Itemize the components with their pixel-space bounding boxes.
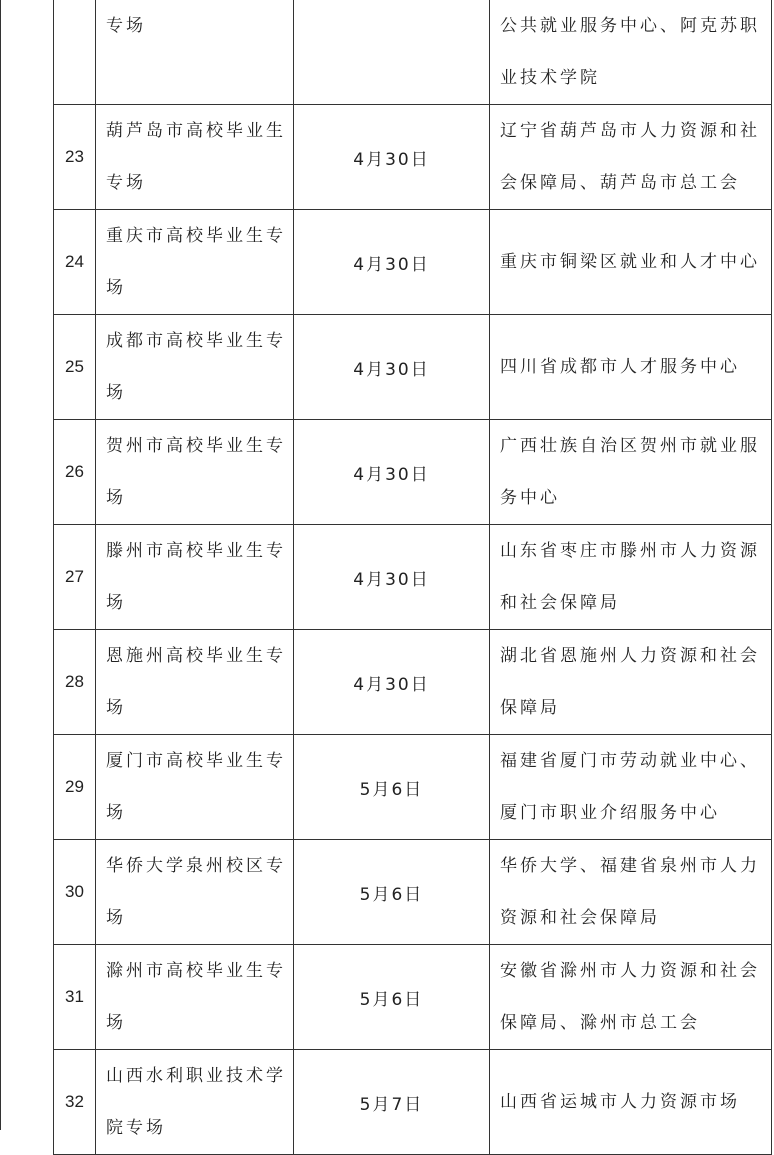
row-number: 27 (54, 525, 96, 630)
organizer: 重庆市铜梁区就业和人才中心 (490, 210, 772, 315)
fair-date (294, 0, 490, 105)
table-row (54, 1050, 772, 1155)
organizer: 辽宁省葫芦岛市人力资源和社会保障局、葫芦岛市总工会 (490, 105, 772, 210)
fair-name: 滁州市高校毕业生专场 (96, 945, 294, 1050)
fair-name: 重庆市高校毕业生专场 (96, 210, 294, 315)
fair-date: 5月6日 (294, 735, 490, 840)
fair-date: 4月30日 (294, 315, 490, 420)
organizer: 公共就业服务中心、阿克苏职业技术学院 (490, 0, 772, 105)
organizer: 安徽省滁州市人力资源和社会保障局、滁州市总工会 (490, 945, 772, 1050)
fair-name: 华侨大学泉州校区专场 (96, 840, 294, 945)
row-number: 28 (54, 630, 96, 735)
organizer: 福建省厦门市劳动就业中心、厦门市职业介绍服务中心 (490, 735, 772, 840)
table-row (54, 945, 772, 1050)
fair-name: 葫芦岛市高校毕业生专场 (96, 105, 294, 210)
fair-name: 专场 (96, 0, 294, 105)
table-row (54, 630, 772, 735)
fair-name: 厦门市高校毕业生专场 (96, 735, 294, 840)
fair-name: 贺州市高校毕业生专场 (96, 420, 294, 525)
fair-name: 恩施州高校毕业生专场 (96, 630, 294, 735)
fair-date: 5月6日 (294, 840, 490, 945)
fair-date: 4月30日 (294, 420, 490, 525)
fair-name: 成都市高校毕业生专场 (96, 315, 294, 420)
page-frame-left-border (0, 0, 1, 1130)
fair-date: 4月30日 (294, 630, 490, 735)
row-number (54, 0, 96, 105)
table-row (54, 105, 772, 210)
fair-date: 5月7日 (294, 1050, 490, 1155)
table-row (54, 210, 772, 315)
fair-name: 山西水利职业技术学院专场 (96, 1050, 294, 1155)
table-row (54, 420, 772, 525)
row-number: 31 (54, 945, 96, 1050)
job-fair-schedule-table (53, 0, 772, 1155)
table-row (54, 525, 772, 630)
table-row (54, 315, 772, 420)
row-number: 24 (54, 210, 96, 315)
row-number: 32 (54, 1050, 96, 1155)
row-number: 26 (54, 420, 96, 525)
row-number: 23 (54, 105, 96, 210)
fair-date: 4月30日 (294, 105, 490, 210)
row-number: 29 (54, 735, 96, 840)
row-number: 30 (54, 840, 96, 945)
organizer: 山西省运城市人力资源市场 (490, 1050, 772, 1155)
organizer: 广西壮族自治区贺州市就业服务中心 (490, 420, 772, 525)
fair-name: 滕州市高校毕业生专场 (96, 525, 294, 630)
table-row (54, 840, 772, 945)
row-number: 25 (54, 315, 96, 420)
fair-date: 4月30日 (294, 210, 490, 315)
organizer: 山东省枣庄市滕州市人力资源和社会保障局 (490, 525, 772, 630)
table-row (54, 0, 772, 105)
table-row (54, 735, 772, 840)
organizer: 华侨大学、福建省泉州市人力资源和社会保障局 (490, 840, 772, 945)
fair-date: 4月30日 (294, 525, 490, 630)
organizer: 四川省成都市人才服务中心 (490, 315, 772, 420)
fair-date: 5月6日 (294, 945, 490, 1050)
organizer: 湖北省恩施州人力资源和社会保障局 (490, 630, 772, 735)
